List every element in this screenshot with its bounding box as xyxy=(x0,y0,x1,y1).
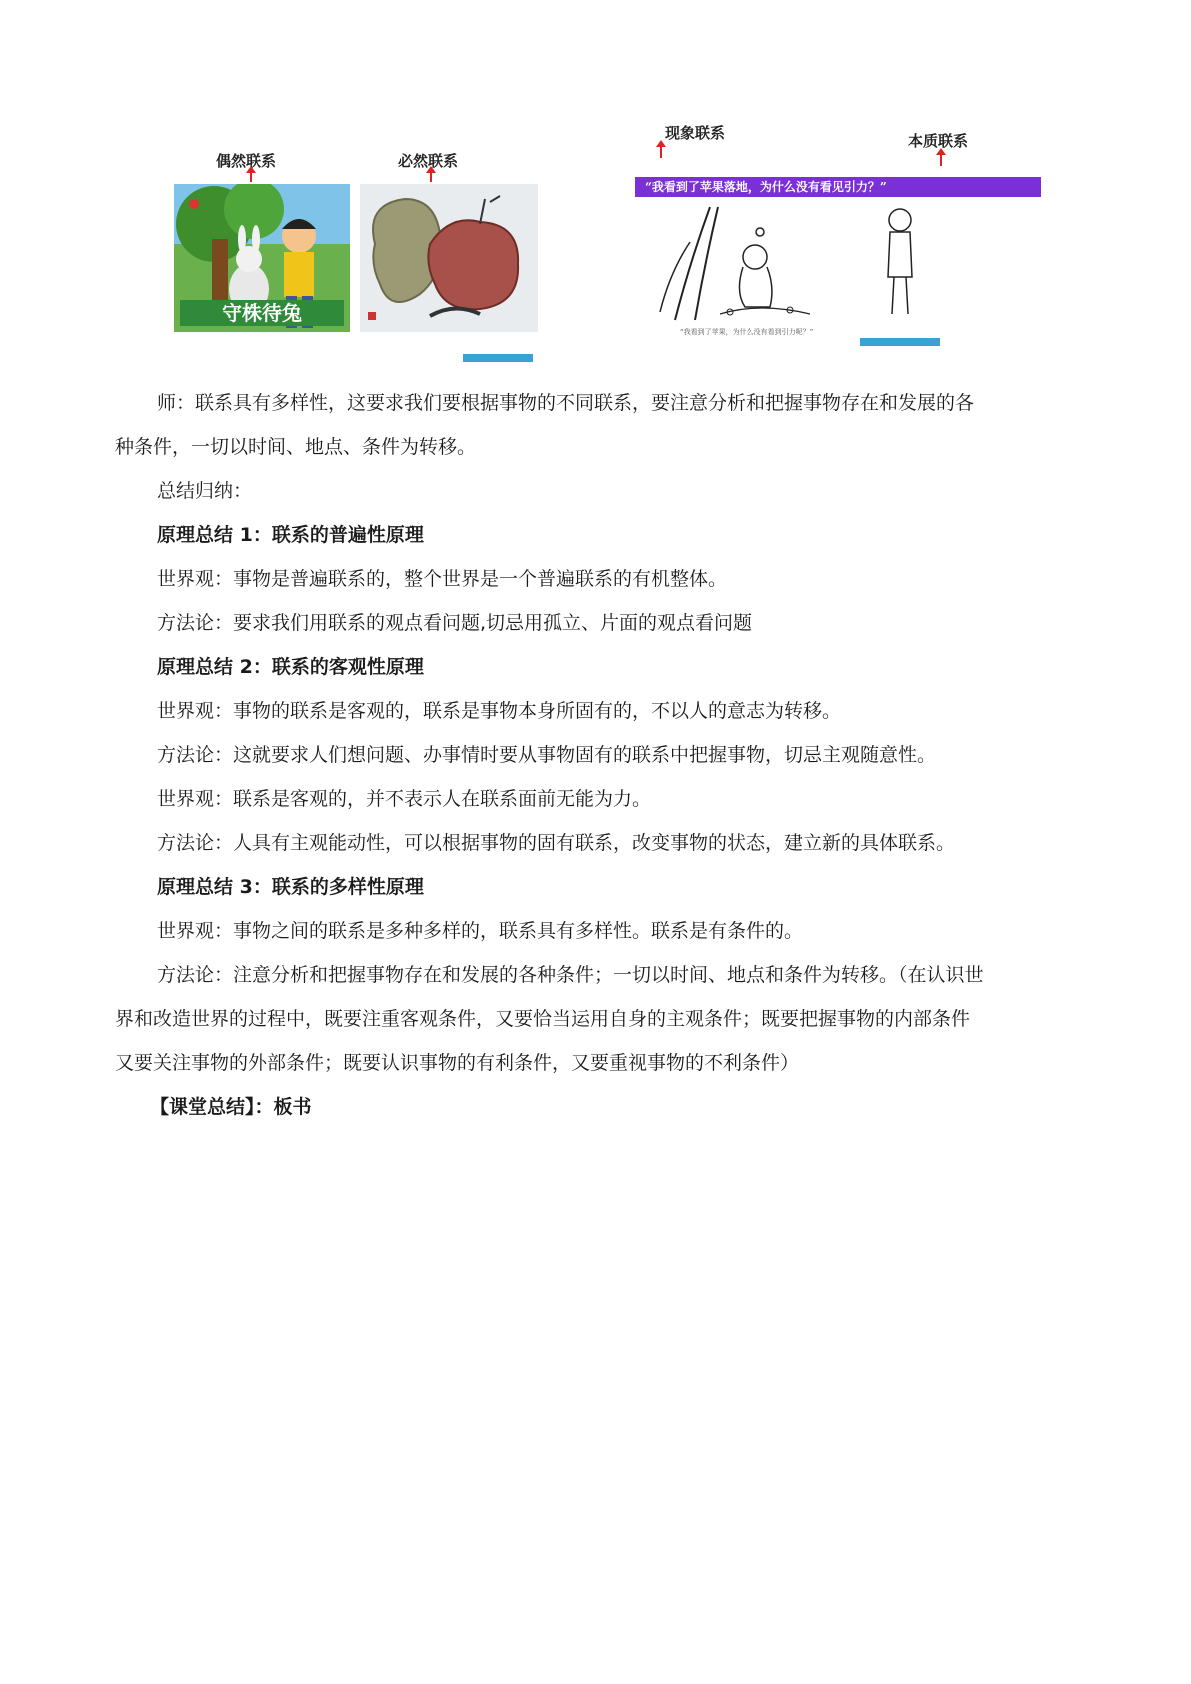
principle-1-worldview: 世界观：事物是普遍联系的，整个世界是一个普遍联系的有机整体。 xyxy=(157,568,728,590)
principle-3-title: 原理总结 3：联系的多样性原理 xyxy=(157,876,424,898)
footer-bar-left xyxy=(463,354,533,362)
summary-intro: 总结归纳： xyxy=(157,480,253,502)
label-accidental-connection: 偶然联系 xyxy=(216,152,277,170)
teacher-paragraph-line-2: 种条件，一切以时间、地点、条件为转移。 xyxy=(115,436,477,458)
cartoon-picture-rabbit xyxy=(174,184,350,332)
up-arrow-phenomenon xyxy=(660,146,662,158)
footer-watermark-left xyxy=(378,348,380,356)
label-essence-connection: 本质联系 xyxy=(908,132,969,150)
standing-figure-sketch xyxy=(870,202,930,322)
slide-image-phenomenon-essence xyxy=(630,122,1055,370)
caption-plate: 守株待兔 xyxy=(180,300,344,326)
principle-3-worldview: 世界观：事物之间的联系是多种多样的，联系具有多样性。联系是有条件的。 xyxy=(157,920,804,942)
label-necessary-connection: 必然联系 xyxy=(398,152,459,170)
footer-bar-right xyxy=(860,338,940,346)
principle-1-methodology: 方法论：要求我们用联系的观点看问题,切忌用孤立、片面的观点看问题 xyxy=(157,612,753,634)
principle-3-methodology-line-3: 又要关注事物的外部条件；既要认识事物的有利条件，又要重视事物的不利条件） xyxy=(115,1052,800,1074)
standing-figure-illustration xyxy=(870,202,930,322)
principle-2-worldview-2: 世界观：联系是客观的，并不表示人在联系面前无能为力。 xyxy=(157,788,652,810)
class-summary-heading: 【课堂总结】：板书 xyxy=(150,1096,312,1118)
up-arrow-middle xyxy=(430,172,432,182)
principle-2-methodology-2: 方法论：人具有主观能动性，可以根据事物的固有联系，改变事物的状态，建立新的具体联系。 xyxy=(157,832,956,854)
principle-2-title: 原理总结 2：联系的客观性原理 xyxy=(157,656,424,678)
principle-2-worldview-1: 世界观：事物的联系是客观的，联系是事物本身所固有的，不以人的意志为转移。 xyxy=(157,700,842,722)
principle-2-methodology-1: 方法论：这就要求人们想问题、办事情时要从事物固有的联系中把握事物，切忌主观随意性。 xyxy=(157,744,937,766)
principle-3-methodology-line-2: 界和改造世界的过程中，既要注重客观条件，又要恰当运用自身的主观条件；既要把握事物的内部条件 xyxy=(115,1008,971,1030)
up-arrow-essence xyxy=(940,154,942,166)
newton-sketch xyxy=(650,202,870,322)
ink-painting-peanut xyxy=(360,184,538,332)
label-phenomenon-connection: 现象联系 xyxy=(665,124,726,142)
question-banner: “我看到了苹果落地，为什么没有看见引力？” xyxy=(635,177,1041,197)
principle-3-methodology-line-1: 方法论：注意分析和把握事物存在和发展的各种条件；一切以时间、地点和条件为转移。（在认识世 xyxy=(157,964,984,986)
up-arrow-left xyxy=(250,172,252,182)
principle-1-title: 原理总结 1：联系的普遍性原理 xyxy=(157,524,424,546)
bottom-quote: “我看到了苹果，为什么没有看到引力呢？” xyxy=(680,328,814,336)
newton-sketch-illustration xyxy=(650,202,870,322)
peanut-ink-illustration xyxy=(360,184,538,332)
slide-image-accidental-necessary xyxy=(158,122,588,370)
teacher-paragraph-line-1: 师：联系具有多样性，这要求我们要根据事物的不同联系，要注意分析和把握事物存在和发展的各 xyxy=(157,392,975,414)
